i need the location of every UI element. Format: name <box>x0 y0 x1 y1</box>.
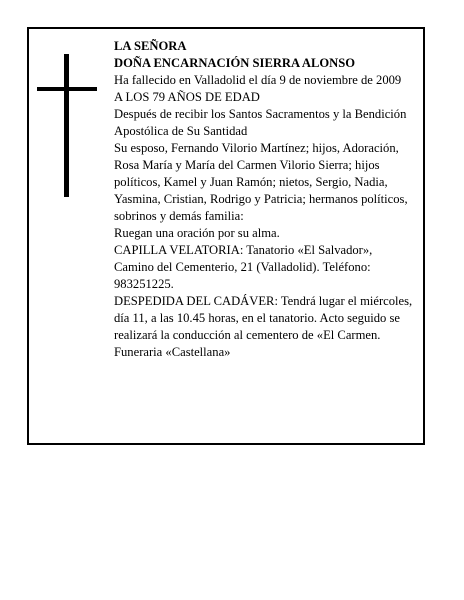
age-line: A LOS 79 AÑOS DE EDAD <box>114 90 260 104</box>
cross-vertical-bar <box>64 54 69 197</box>
deceased-name: DOÑA ENCARNACIÓN SIERRA ALONSO <box>114 56 356 70</box>
chapel-info: CAPILLA VELATORIA: Tanatorio «El Salvador», Camino del Cementerio, 21 (Valladolid). Teléfono: 983251225. <box>114 243 373 291</box>
farewell-info: DESPEDIDA DEL CADÁVER: Tendrá lugar el miércoles, día 11, a las 10.45 horas, en el tanatorio. Acto seguido se realizará la conducción al cementero de «El Carmen. <box>114 294 413 342</box>
obituary-text <box>114 38 414 361</box>
funeral-home: Funeraria «Castellana» <box>114 345 231 359</box>
family-list: Su esposo, Fernando Vilorio Martínez; hijos, Adoración, Rosa María y María del Carmen Vilorio Sierra; hijos políticos, Kamel y Juan Ramón; nietos, Sergio, Nadia, Yasmina, Cristian, Rodrigo y Patricia; hermanos políticos, sobrinos y demás familia: <box>114 141 408 223</box>
notice-title: LA SEÑORA <box>114 39 187 53</box>
prayer-request: Ruegan una oración por su alma. <box>114 226 280 240</box>
sacraments-line: Después de recibir los Santos Sacramentos y la Bendición Apostólica de Su Santidad <box>114 107 407 138</box>
death-announcement: Ha fallecido en Valladolid el día 9 de noviembre de 2009 <box>114 73 402 87</box>
cross-icon <box>37 54 97 197</box>
cross-horizontal-bar <box>37 87 97 91</box>
